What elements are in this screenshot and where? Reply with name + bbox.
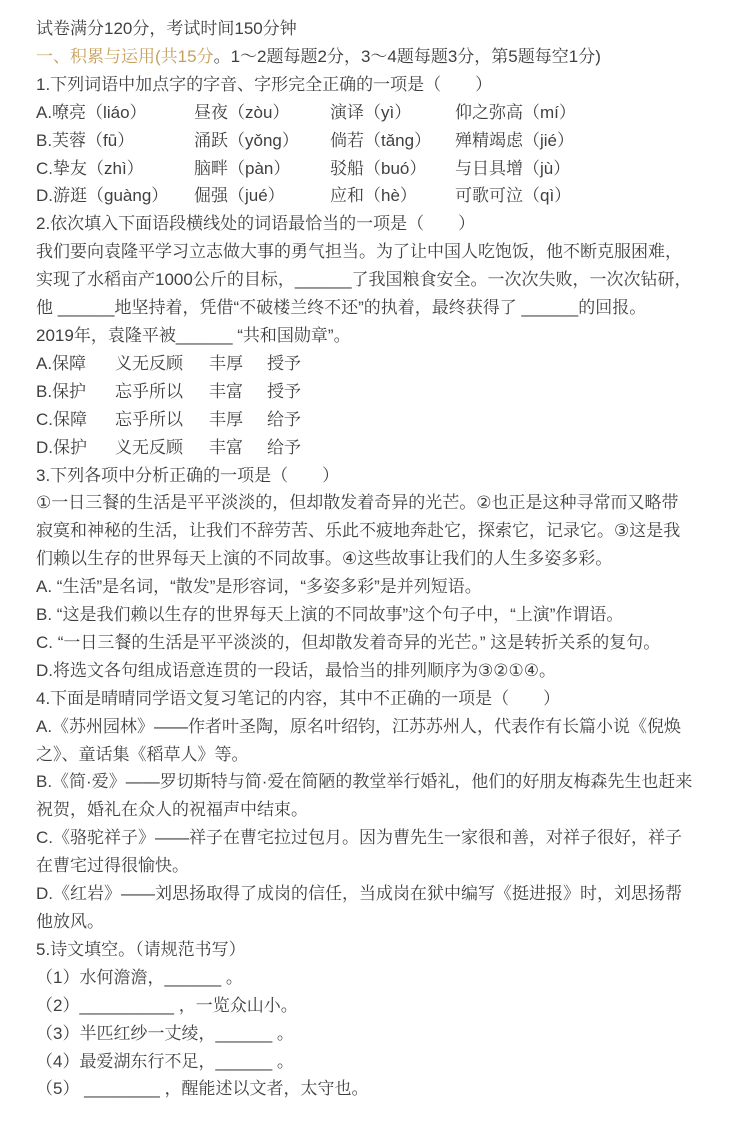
q2-passage-line-1: 我们要向袁隆平学习立志做大事的勇气担当。为了让中国人吃饱饭，他不断克服困难， bbox=[36, 242, 682, 262]
q2-stem: 2.依次填入下面语段横线处的词语最恰当的一项是（ ） bbox=[36, 214, 476, 234]
q5-blank-item-3: （3）半匹红纱一丈绫，______ 。 bbox=[36, 1023, 294, 1043]
q2-a-word1: A.保障 bbox=[36, 353, 87, 373]
section-title-accent: 一、积累与运用(共15分 bbox=[36, 46, 214, 66]
q2-b-word2: 忘乎所以 bbox=[115, 381, 183, 401]
q4-option-b-line-1: B.《简·爱》——罗切斯特与简·爱在简陋的教堂举行婚礼，他们的好朋友梅森先生也赶来 bbox=[36, 772, 693, 792]
q1-c-word2: 脑畔（pàn） bbox=[194, 158, 291, 178]
q2-a-word4: 授予 bbox=[267, 353, 301, 373]
q2-option-c bbox=[36, 406, 715, 434]
q4-option-c-line-1: C.《骆驼祥子》——祥子在曹宅拉过包月。因为曹先生一家很和善，对祥子很好，祥子 bbox=[36, 828, 682, 848]
q4-option-a-line-2: 之》、童话集《稻草人》等。 bbox=[36, 744, 249, 764]
section-score-note: 。1～2题每题2分，3～4题每题3分，第5题每空1分) bbox=[213, 46, 601, 66]
q3-option-a: A. “生活”是名词，“散发”是形容词，“多姿多彩”是并列短语。 bbox=[36, 577, 482, 597]
q5-blank-item-4: （4）最爱湖东行不足，______ 。 bbox=[36, 1051, 294, 1071]
q4-stem: 4.下面是晴晴同学语文复习笔记的内容，其中不正确的一项是（ ） bbox=[36, 688, 561, 708]
q4-option-b-line-2: 祝贺，婚礼在众人的祝福声中结束。 bbox=[36, 800, 308, 820]
q2-c-word2: 忘乎所以 bbox=[115, 409, 183, 429]
q1-option-a bbox=[36, 99, 715, 127]
q2-a-word2: 义无反顾 bbox=[115, 353, 183, 373]
q4-option-c-line-2: 在曹宅过得很愉快。 bbox=[36, 856, 189, 876]
section-heading bbox=[36, 43, 715, 71]
q1-d-word3: 应和（hè） bbox=[330, 186, 417, 206]
q2-b-word3: 丰富 bbox=[209, 381, 243, 401]
q1-option-c bbox=[36, 155, 715, 183]
q1-stem: 1.下列词语中加点字的字音、字形完全正确的一项是（ ） bbox=[36, 74, 493, 94]
q1-d-word1: D.游逛（guàng） bbox=[36, 186, 169, 206]
q1-option-d bbox=[36, 182, 715, 210]
q4-option-d-line-2: 他放风。 bbox=[36, 912, 104, 931]
q2-b-word4: 授予 bbox=[267, 381, 301, 401]
q1-b-word1: B.芙蓉（fū） bbox=[36, 130, 135, 150]
q2-a-word3: 丰厚 bbox=[209, 353, 243, 373]
q2-passage-line-3: 他 ______地坚持着，凭借“不破楼兰终不还”的执着，最终获得了 ______的回报。 bbox=[36, 298, 647, 318]
q2-passage-line-4: 2019年，袁隆平被______ “共和国勋章”。 bbox=[36, 325, 351, 345]
q1-a-word3: 演译（yì） bbox=[330, 102, 412, 122]
q2-d-word2: 义无反顾 bbox=[115, 437, 183, 457]
exam-info-line: 试卷满分120分，考试时间150分钟 bbox=[36, 19, 297, 38]
q1-a-word4: 仰之弥高（mí） bbox=[455, 102, 576, 122]
q3-stem: 3.下列各项中分析正确的一项是（ ） bbox=[36, 465, 340, 485]
q1-a-word1: A.嘹亮（liáo） bbox=[36, 102, 147, 122]
q3-option-b: B. “这是我们赖以生存的世界每天上演的不同故事”这个句子中，“上演”作谓语。 bbox=[36, 605, 624, 625]
q1-c-word4: 与日具增（jù） bbox=[455, 158, 571, 178]
q2-c-word4: 给予 bbox=[267, 409, 301, 429]
q2-passage-line-2: 实现了水稻亩产1000公斤的目标，______了我国粮食安全。一次次失败，一次次钻研， bbox=[36, 270, 692, 290]
q2-option-d bbox=[36, 434, 715, 462]
q3-passage-line-1: ①一日三餐的生活是平平淡淡的，但却散发着奇异的光芒。②也正是这种寻常而又略带 bbox=[36, 493, 679, 513]
q1-d-word2: 倔强（jué） bbox=[194, 186, 285, 206]
q2-option-b bbox=[36, 378, 715, 406]
q1-a-word2: 昼夜（zòu） bbox=[194, 102, 290, 122]
q2-d-word1: D.保护 bbox=[36, 437, 87, 457]
q3-option-c: C. “一日三餐的生活是平平淡淡的，但却散发着奇异的光芒。” 这是转折关系的复句。 bbox=[36, 632, 661, 652]
q2-option-a bbox=[36, 350, 715, 378]
q5-stem: 5.诗文填空。（请规范书写） bbox=[36, 939, 246, 959]
q2-c-word3: 丰厚 bbox=[209, 409, 243, 429]
q4-option-d-line-1: D.《红岩》——刘思扬取得了成岗的信任，当成岗在狱中编写《挺进报》时，刘思扬帮 bbox=[36, 884, 682, 904]
q2-b-word1: B.保护 bbox=[36, 381, 87, 401]
q1-option-b bbox=[36, 127, 715, 155]
q1-b-word4: 殚精竭虑（jié） bbox=[455, 130, 575, 150]
q3-passage-line-3: 们赖以生存的世界每天上演的不同故事。④这些故事让我们的人生多姿多彩。 bbox=[36, 549, 613, 569]
q1-c-word1: C.挚友（zhì） bbox=[36, 158, 144, 178]
q5-blank-item-2: （2）__________ ，一览众山小。 bbox=[36, 995, 298, 1015]
q2-d-word3: 丰富 bbox=[209, 437, 243, 457]
q1-b-word2: 涌跃（yǒng） bbox=[194, 130, 299, 150]
q1-b-word3: 倘若（tǎng） bbox=[330, 130, 432, 150]
q3-option-d: D.将选文各句组成语意连贯的一段话，最恰当的排列顺序为③②①④。 bbox=[36, 660, 556, 680]
q2-c-word1: C.保障 bbox=[36, 409, 87, 429]
q1-c-word3: 驳船（buó） bbox=[330, 158, 427, 178]
q5-blank-item-1: （1）水何澹澹，______ 。 bbox=[36, 967, 243, 987]
q3-passage-line-2: 寂寞和神秘的生活，让我们不辞劳苦、乐此不疲地奔赴它，探索它，记录它。③这是我 bbox=[36, 521, 681, 541]
q1-d-word4: 可歌可泣（qì） bbox=[455, 186, 572, 206]
q2-d-word4: 给予 bbox=[267, 437, 301, 457]
q4-option-a-line-1: A.《苏州园林》——作者叶圣陶，原名叶绍钧，江苏苏州人，代表作有长篇小说《倪焕 bbox=[36, 716, 682, 736]
q5-blank-item-5: （5） ________ ，醒能述以文者，太守也。 bbox=[36, 1079, 369, 1099]
